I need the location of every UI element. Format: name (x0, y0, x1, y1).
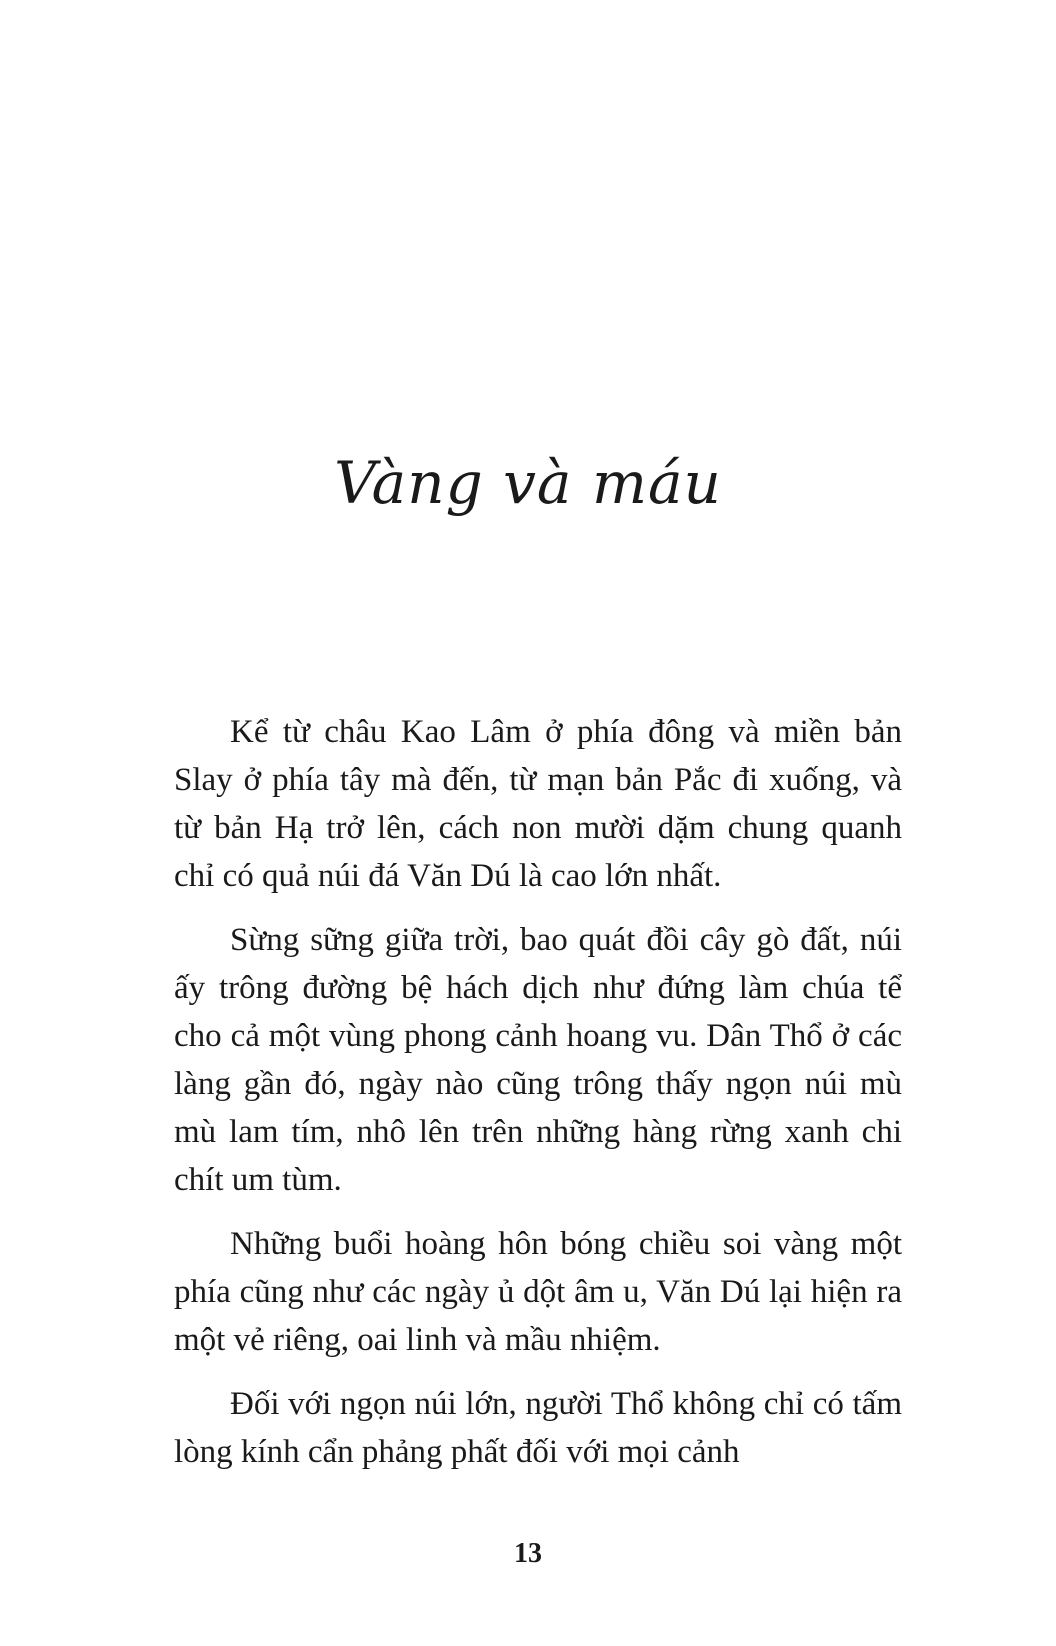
page-number: 13 (514, 1538, 542, 1569)
paragraph-4: Đối với ngọn núi lớn, người Thổ không chỉ có tấm lòng kính cẩn phảng phất đối với mọi cảnh (174, 1386, 902, 1470)
chapter-title: Vàng và máu (334, 449, 722, 517)
paragraph-1: Kể từ châu Kao Lâm ở phía đông và miền bản Slay ở phía tây mà đến, từ mạn bản Pắc đi xuống, và từ bản Hạ trở lên, cách non mười dặm chung quanh chỉ có quả núi đá Văn Dú là cao lớn nhất. (174, 714, 902, 894)
paragraph-2: Sừng sững giữa trời, bao quát đồi cây gò đất, núi ấy trông đường bệ hách dịch như đứng làm chúa tể cho cả một vùng phong cảnh hoang vu. Dân Thổ ở các làng gần đó, ngày nào cũng trông thấy ngọn núi mù mù lam tím, nhô lên trên những hàng rừng xanh chi chít um tùm. (174, 922, 902, 1198)
chapter-body (174, 708, 902, 1492)
paragraph-3: Những buổi hoàng hôn bóng chiều soi vàng một phía cũng như các ngày ủ dột âm u, Văn Dú lại hiện ra một vẻ riêng, oai linh và mầu nhiệm. (174, 1226, 902, 1358)
